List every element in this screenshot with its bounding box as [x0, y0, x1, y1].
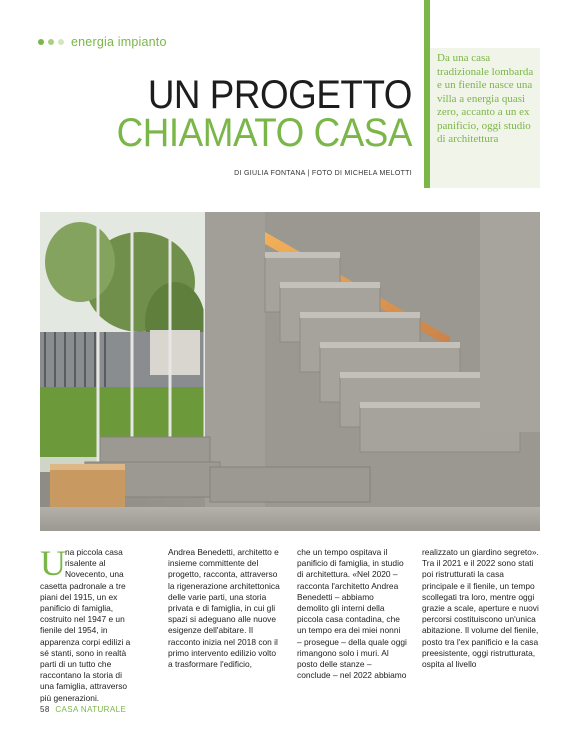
section-dot-2: [48, 39, 54, 45]
section-dot-3: [58, 39, 64, 45]
title-line-1: UN PROGETTO: [147, 73, 412, 117]
section-tag: [38, 35, 167, 49]
body-column-2: Andrea Benedetti, architetto e insieme committente del progetto, racconta, attraverso la rigenerazione architettonica delle varie parti, una storia privata e di famiglia, in cui gli spazi si adeguano alle nuove esigenze dell'abitare. Il racconto inizia nel 2018 con il primo intervento edilizio volto a trasformare l'edificio,: [168, 547, 280, 670]
page-number: 58: [40, 705, 50, 714]
body-column-4: realizzato un giardino segreto». Tra il 2021 e il 2022 sono stati poi ristrutturati la casa principale e il fienile, un tempo scollegati tra loro, mentre oggi grazie a scale, aperture e nuovi percorsi costituiscono un'unica abitazione. Il volume del fienile, posto tra l'ex panificio e la casa preesistente, oggi ristrutturata, ospita al livello: [422, 547, 539, 670]
staircase-photo: [40, 212, 540, 531]
body-column-1: [40, 543, 132, 704]
page-footer: [40, 705, 126, 714]
body-column-3: che un tempo ospitava il panificio di famiglia, in studio di architettura. «Nel 2020 – racconta l'architetto Andrea Benedetti – abbiamo demolito gli interni della piccola casa contadina, che un tempo era dei miei nonni – prosegue – della quale oggi rimangono solo i muri. Al posto delle stanze – conclude – nel 2022 abbiamo: [297, 547, 407, 681]
body-col1-line-3: Novecento, una: [65, 569, 124, 580]
title-line-2: CHIAMATO CASA: [116, 111, 412, 155]
section-label: energia impianto: [71, 35, 167, 49]
abstract-text: Da una casa tradizionale lombarda e un fienile nasce una villa a energia quasi zero, accanto a un ex panificio, oggi studio di architettura: [437, 52, 534, 145]
body-col1-line-2: risalente al: [65, 558, 106, 569]
magazine-name: CASA NATURALE: [55, 705, 127, 714]
body-col1-line-1: na piccola casa: [65, 547, 123, 557]
byline: DI GIULIA FONTANA | FOTO DI MICHELA MELOTTI: [234, 170, 412, 177]
section-dot-1: [38, 39, 44, 45]
drop-cap: U: [40, 543, 66, 583]
article-body: [40, 543, 540, 715]
body-col1-text: casetta padronale a tre piani del 1915, un ex panificio di famiglia, costruito nel 1947 e un fienile del 1954, in apparenza corpi edilizi a sé stanti, sono in realtà parti di un tutto che raccontano la storia di una famiglia, attraverso più generazioni.: [40, 580, 131, 703]
article-title: [91, 73, 412, 155]
